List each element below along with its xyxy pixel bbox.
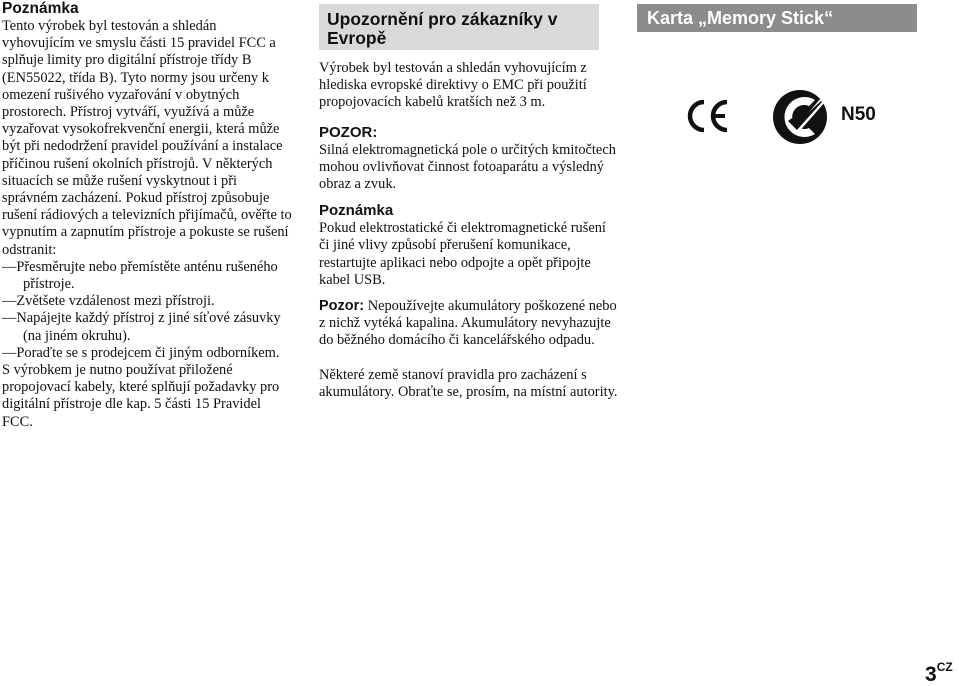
- battery-warning: [319, 298, 619, 350]
- europe-notice-column: [319, 0, 619, 401]
- page-language-code: CZ: [936, 660, 953, 674]
- page-number-value: 3: [925, 663, 937, 686]
- caution-heading: POZOR:: [319, 123, 378, 141]
- remedy-item: —Poraďte se s prodejcem či jiným odborníkem.: [2, 344, 280, 361]
- remedy-item: —Zvětšete vzdálenost mezi přístroji.: [2, 293, 215, 310]
- remedy-item: —Přesměrujte nebo přemístěte anténu rušeného přístroje.: [2, 258, 278, 293]
- emc-intro: Výrobek byl testován a shledán vyhovujícím z hlediska evropské direktivy o EMC při použití propojovacích kabelů kratších než 3 m.: [319, 60, 587, 111]
- note-heading-2: Poznámka: [319, 202, 394, 220]
- battery-text: Nepoužívejte akumulátory poškozené nebo z nichž vytéká kapalina. Akumulátory nevyhazujte do běžného domácího či kancelářského odpadu.: [319, 298, 617, 349]
- memory-stick-column: [637, 0, 917, 32]
- memory-stick-banner: Karta „Memory Stick“: [637, 4, 917, 32]
- cable-paragraph: S výrobkem je nutno používat přiložené propojovací kabely, které splňují požadavky pro digitální přístroje dle kap. 5 části 15 Pravidel FCC.: [2, 362, 280, 430]
- caution-text: Silná elektromagnetická pole o určitých kmitočtech mohou ovlivňovat činnost fotoaparátu a výsledný obraz a zvuk.: [319, 141, 616, 193]
- remedy-item: —Napájejte každý přístroj z jiné síťové zásuvky (na jiném okruhu).: [2, 310, 281, 344]
- c-tick-icon: [771, 88, 829, 146]
- battery-disposal-text: Některé země stanoví pravidla pro zacházení s akumulátory. Obraťte se, prosím, na místní autority.: [319, 366, 618, 400]
- fcc-paragraph: Tento výrobek byl testován a shledán vyhovujícím ve smyslu části 15 pravidel FCC a splňuje limity pro digitální přístroje třídy B (EN55022, třída B). Tyto normy jsou určeny k omezení rušivého vyzařování v obytných prostorech. Přístroj vytváří, využívá a může vyzařovat vysokofrekvenční energii, která může být při nedodržení pravidel používání a instalace příčinou rušení okolních přístrojů. V některých situacích se může rušení vyskytnout i při správném zacházení. Pokud přístroj způsobuje rušení rádiových a televizních přijímačů, ověřte to vypnutím a zapnutím přístroje a pokuste se rušení odstranit:: [2, 18, 292, 258]
- fcc-notice-column: [2, 0, 292, 431]
- note-heading: Poznámka: [2, 0, 79, 17]
- europe-banner: Upozornění pro zákazníky v Evropě: [319, 4, 599, 50]
- note-text: Pokud elektrostatické či elektromagnetické rušení či jiné vlivy způsobí přerušení komunikace, restartujte aplikaci nebo odpojte a opět připojte kabel USB.: [319, 220, 606, 288]
- ce-mark-icon: [685, 98, 731, 134]
- certification-logos: [685, 88, 945, 158]
- n50-label: N50: [841, 104, 876, 125]
- battery-lead: Pozor:: [319, 298, 365, 315]
